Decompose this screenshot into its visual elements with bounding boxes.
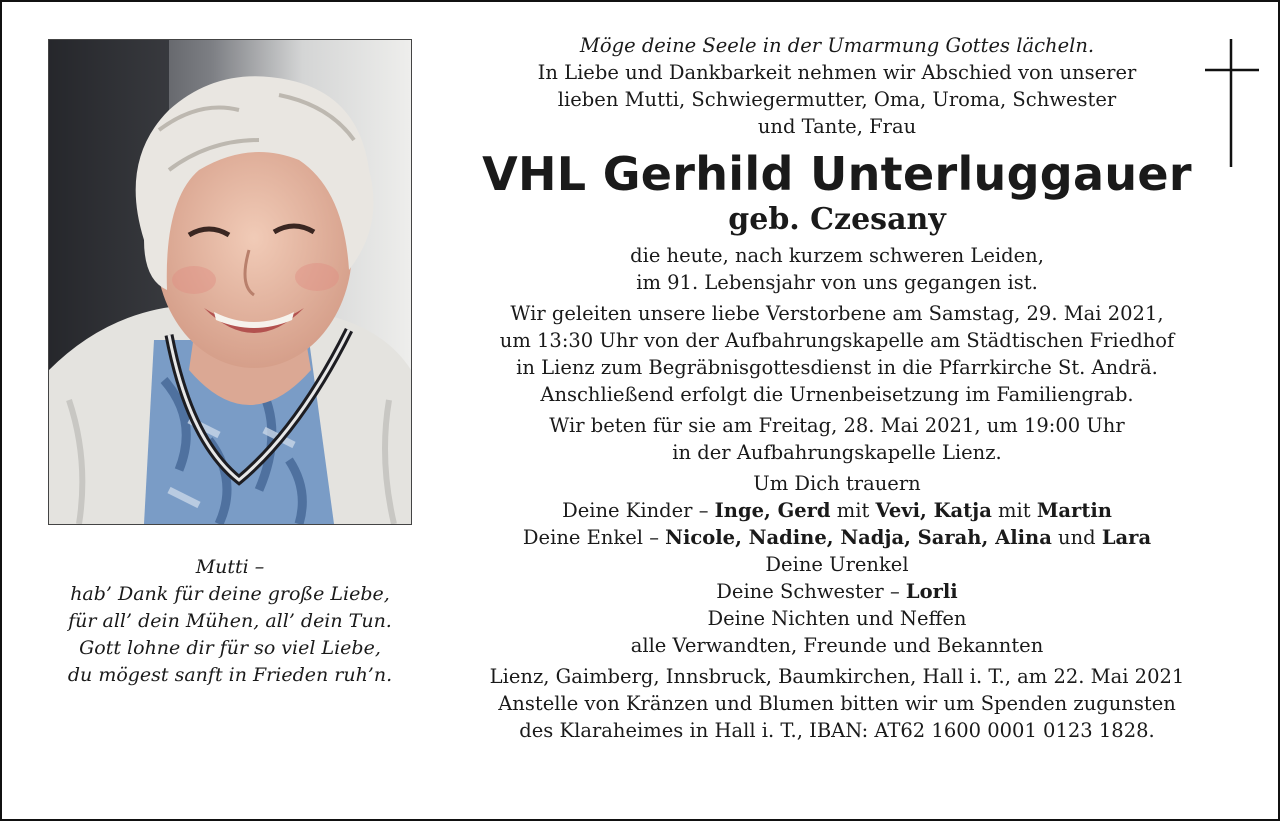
connector-text: mit xyxy=(830,499,876,522)
sister-name: Lorli xyxy=(905,580,958,603)
mourners-heading: Um Dich trauern xyxy=(753,472,921,495)
funeral-line: um 13:30 Uhr von der Aufbahrungskapelle am Städtischen Friedhof xyxy=(499,329,1175,352)
connector-text: mit xyxy=(991,499,1037,522)
mourners-nieces: Deine Nichten und Neffen xyxy=(707,607,967,630)
poem-line: hab’ Dank für deine große Liebe, xyxy=(70,583,390,605)
children-prefix: Deine Kinder – xyxy=(562,499,715,522)
intro-line: und Tante, Frau xyxy=(757,115,917,138)
death-line: die heute, nach kurzem schweren Leiden, xyxy=(630,244,1044,267)
funeral-line: in Lienz zum Begräbnisgottesdienst in die Pfarrkirche St. Andrä. xyxy=(516,356,1158,379)
intro-line: lieben Mutti, Schwiegermutter, Oma, Uroma, Schwester xyxy=(557,88,1117,111)
mourners-grandchildren xyxy=(442,524,1232,551)
grandchildren-names: Nicole, Nadine, Nadja, Sarah, Alina xyxy=(665,526,1052,549)
intro-line: In Liebe und Dankbarkeit nehmen wir Abschied von unserer xyxy=(537,61,1137,84)
donation-line: des Klaraheimes in Hall i. T., IBAN: AT62 1600 0001 0123 1828. xyxy=(519,719,1155,742)
mourners-children xyxy=(442,497,1232,524)
connector-text: und xyxy=(1051,526,1102,549)
poem-line: Gott lohne dir für so viel Liebe, xyxy=(79,637,381,659)
grandchildren-names: Lara xyxy=(1101,526,1152,549)
mourners-others: alle Verwandten, Freunde und Bekannten xyxy=(630,634,1044,657)
maiden-name: geb. Czesany xyxy=(728,202,946,237)
poem-line: Mutti – xyxy=(195,556,265,578)
death-line: im 91. Lebensjahr von uns gegangen ist. xyxy=(636,271,1038,294)
funeral-line: Anschließend erfolgt die Urnenbeisetzung im Familiengrab. xyxy=(540,383,1134,406)
funeral-line: Wir geleiten unsere liebe Verstorbene am Samstag, 29. Mai 2021, xyxy=(510,302,1164,325)
prayer-line: Wir beten für sie am Freitag, 28. Mai 2021, um 19:00 Uhr xyxy=(549,414,1125,437)
motto: Möge deine Seele in der Umarmung Gottes lächeln. xyxy=(579,34,1095,57)
memorial-poem xyxy=(32,554,428,689)
children-names: Inge, Gerd xyxy=(714,499,831,522)
poem-line: du mögest sanft in Frieden ruh’n. xyxy=(67,664,393,686)
mourners-great-grandchildren: Deine Urenkel xyxy=(765,553,909,576)
portrait-photo xyxy=(48,39,412,525)
sister-prefix: Deine Schwester – xyxy=(716,580,906,603)
poem-line: für all’ dein Mühen, all’ dein Tun. xyxy=(68,610,392,632)
prayer-line: in der Aufbahrungskapelle Lienz. xyxy=(672,441,1002,464)
place-date: Lienz, Gaimberg, Innsbruck, Baumkirchen, Hall i. T., am 22. Mai 2021 xyxy=(489,665,1185,688)
deceased-name: VHL Gerhild Unterluggauer xyxy=(482,147,1192,201)
donation-line: Anstelle von Kränzen und Blumen bitten wir um Spenden zugunsten xyxy=(498,692,1176,715)
obituary-text xyxy=(442,32,1232,744)
children-names: Martin xyxy=(1036,499,1112,522)
grandchildren-prefix: Deine Enkel – xyxy=(522,526,666,549)
children-names: Vevi, Katja xyxy=(875,499,992,522)
mourners-sister xyxy=(442,578,1232,605)
